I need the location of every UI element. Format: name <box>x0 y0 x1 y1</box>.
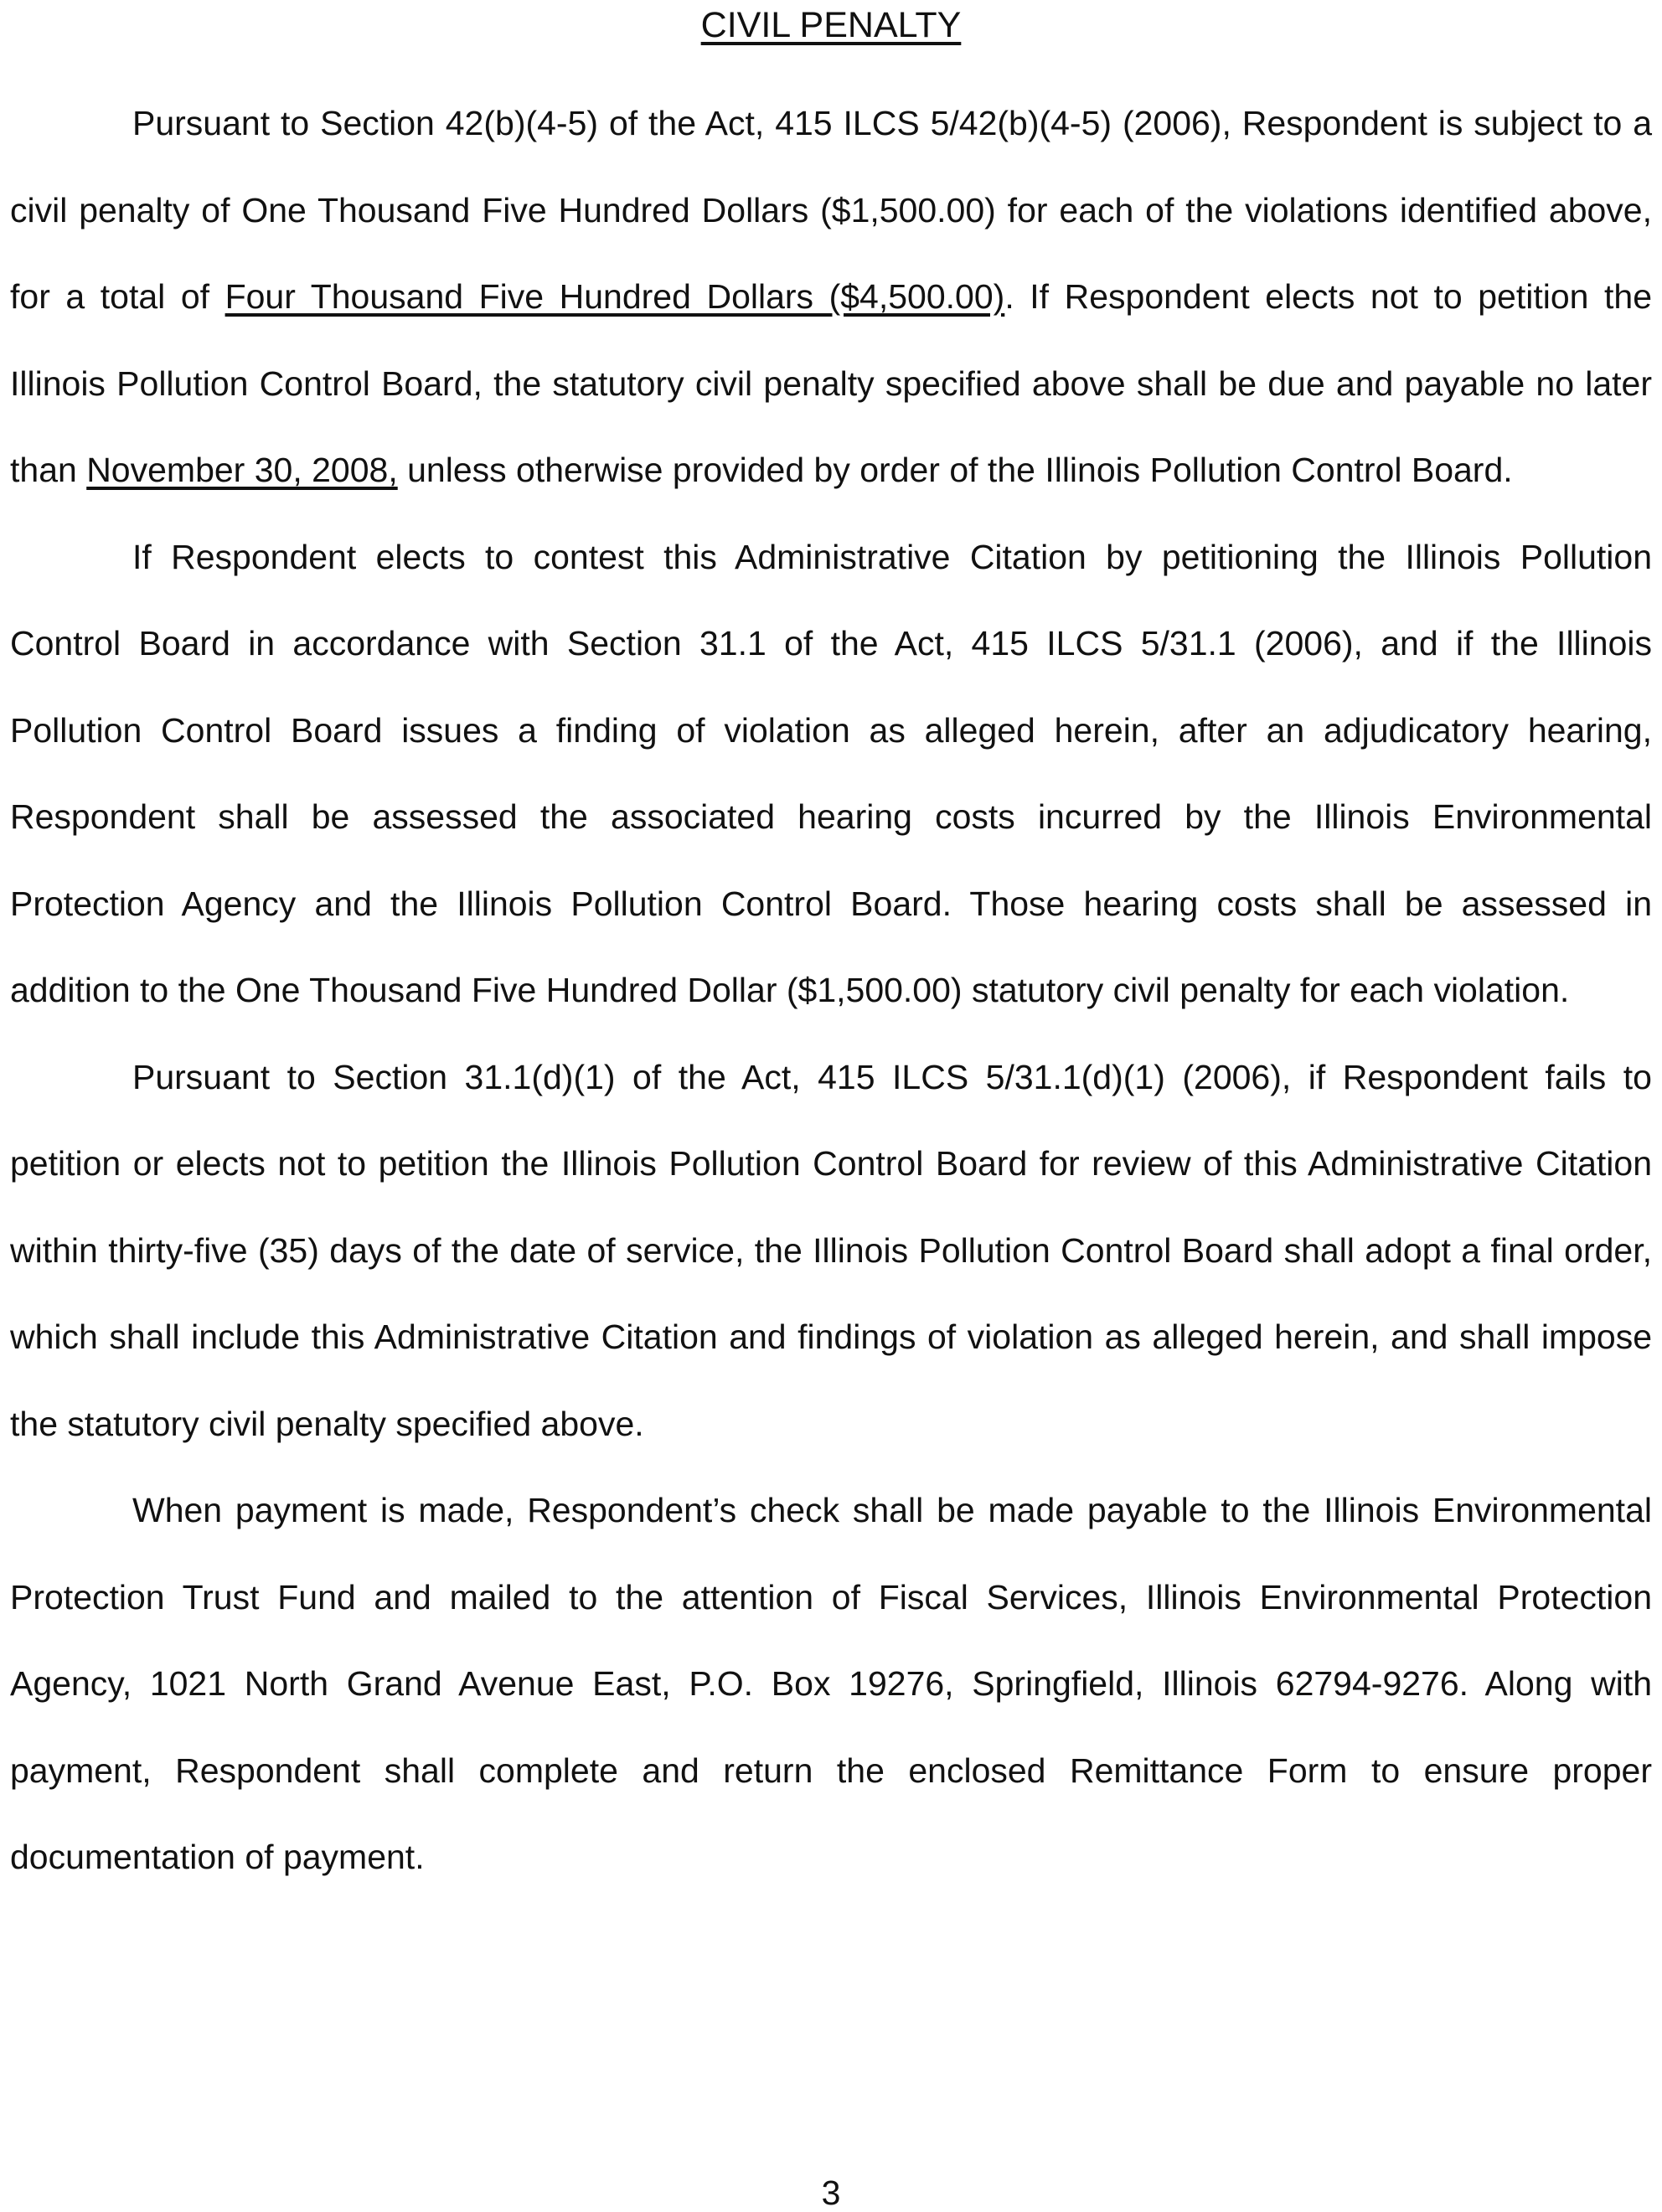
paragraph-text: unless otherwise provided by order of the Illinois Pollution Control Board. <box>397 451 1513 489</box>
paragraph-payment-instructions: When payment is made, Respondent’s check shall be made payable to the Illinois Environmental Protection Trust Fund and mailed to the attention of Fiscal Services, Illinois Environmental Protection Agency, 1021 North Grand Avenue East, P.O. Box 19276, Springfield, Illinois 62794-9276. Along with payment, Respondent shall complete and return the enclosed Remittance Form to ensure proper documentation of payment. <box>10 1491 1652 1876</box>
page-number: 3 <box>821 2173 841 2212</box>
paragraph-failure-to-petition: Pursuant to Section 31.1(d)(1) of the Act, 415 ILCS 5/31.1(d)(1) (2006), if Respondent fails to petition or elects not to petition the Illinois Pollution Control Board for review of this Administrative Citation within thirty-five (35) days of the date of service, the Illinois Pollution Control Board shall adopt a final order, which shall include this Administrative Citation and findings of violation as alleged herein, and shall impose the statutory civil penalty specified above. <box>10 1057 1652 1443</box>
paragraph-contest-citation: If Respondent elects to contest this Administrative Citation by petitioning the Illinois Pollution Control Board in accordance with Section 31.1 of the Act, 415 ILCS 5/31.1 (2006), and if the Illinois Pollution Control Board issues a finding of violation as alleged herein, after an adjudicatory hearing, Respondent shall be assessed the associated hearing costs incurred by the Illinois Environmental Protection Agency and the Illinois Pollution Control Board. Those hearing costs shall be assessed in addition to the One Thousand Five Hundred Dollar ($1,500.00) statutory civil penalty for each violation. <box>10 537 1652 1009</box>
paragraph-text: Pursuant to Section 42(b)(4-5) of the Act, 415 ILCS 5/42(b)(4-5) (2006), Respondent is subject to a civil penalty of One Thousand Five Hundred Dollars ($1,500.00) for each of the violations identified above, for a total of <box>10 104 1652 316</box>
total-penalty-amount: Four Thousand Five Hundred Dollars ($4,500.00) <box>225 277 1005 316</box>
paragraph-civil-penalty-amount <box>10 80 1652 514</box>
penalty-due-date: November 30, 2008, <box>86 451 398 489</box>
paragraph-text: . If Respondent elects not to petition the Illinois Pollution Control Board, the statutory civil penalty specified above shall be due and payable no later than <box>10 277 1652 489</box>
section-heading: CIVIL PENALTY <box>700 5 962 45</box>
document-body <box>10 80 1652 1901</box>
